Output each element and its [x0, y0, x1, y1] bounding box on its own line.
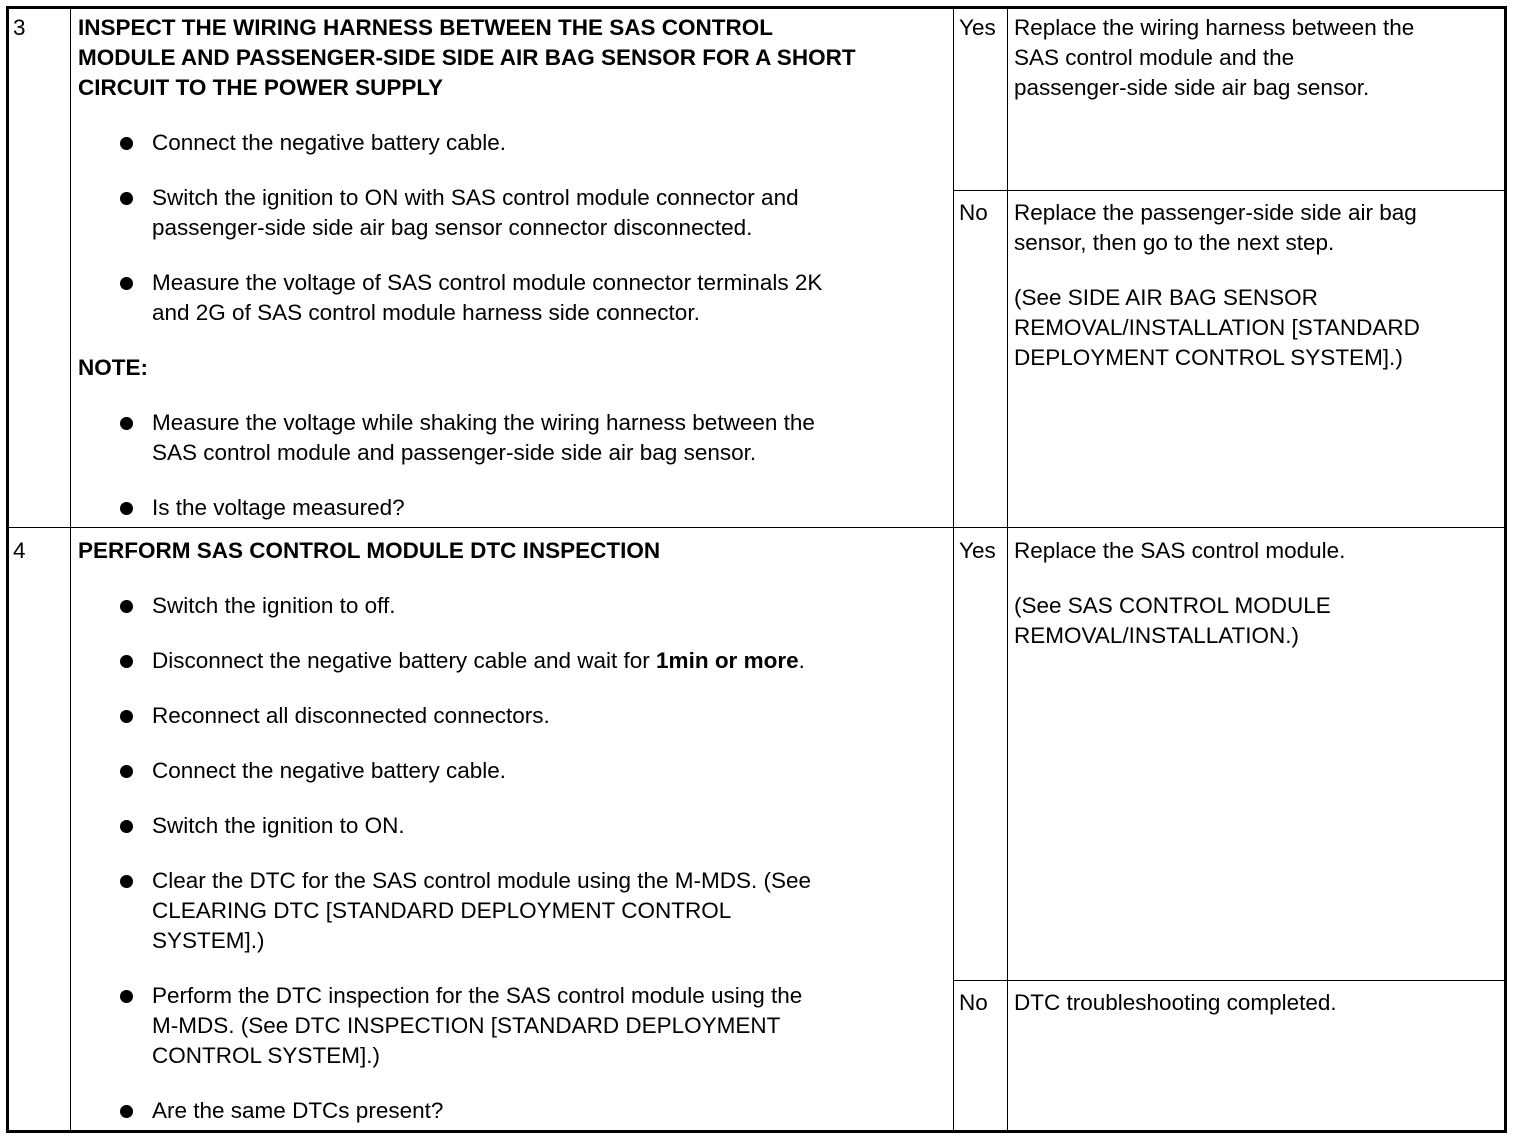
step-title-line: INSPECT THE WIRING HARNESS BETWEEN THE SAS CONTROL	[78, 15, 774, 40]
instruction-line: CLEARING DTC [STANDARD DEPLOYMENT CONTROL	[152, 898, 732, 923]
instruction-line: Connect the negative battery cable.	[152, 758, 506, 783]
no-label: No	[959, 990, 988, 1015]
instruction-line: Switch the ignition to off.	[152, 593, 396, 618]
instruction-line: passenger-side side air bag sensor connector disconnected.	[152, 215, 753, 240]
instruction-line: SYSTEM].)	[152, 928, 265, 953]
instruction-line: and 2G of SAS control module harness side connector.	[152, 300, 700, 325]
instruction-line: Measure the voltage of SAS control module connector terminals 2K	[152, 270, 823, 295]
instruction-line: Connect the negative battery cable.	[152, 130, 506, 155]
row-divider	[9, 527, 1504, 528]
col-divider-step	[70, 9, 71, 1130]
yes-label: Yes	[959, 15, 996, 40]
yes-no-divider-row3	[953, 190, 1504, 191]
bullet-icon	[120, 820, 133, 833]
wait-time-emphasis: 1min or more	[656, 648, 799, 673]
instruction-line: CONTROL SYSTEM].)	[152, 1043, 380, 1068]
bullet-icon	[120, 277, 133, 290]
instruction-line: M-MDS. (See DTC INSPECTION [STANDARD DEPLOYMENT	[152, 1013, 781, 1038]
step-title-line: MODULE AND PASSENGER-SIDE SIDE AIR BAG SENSOR FOR A SHORT	[78, 45, 856, 70]
result-line: Replace the SAS control module.	[1014, 538, 1346, 563]
result-line: sensor, then go to the next step.	[1014, 230, 1335, 255]
instruction-line: Reconnect all disconnected connectors.	[152, 703, 550, 728]
bullet-icon	[120, 137, 133, 150]
troubleshooting-table	[6, 6, 1507, 1133]
instruction-line: Switch the ignition to ON with SAS control module connector and	[152, 185, 799, 210]
instruction-line: Are the same DTCs present?	[152, 1098, 444, 1123]
instruction-line	[152, 646, 805, 676]
reference-line: DEPLOYMENT CONTROL SYSTEM].)	[1014, 345, 1403, 370]
note-label: NOTE:	[78, 355, 148, 380]
bullet-icon	[120, 1105, 133, 1118]
col-divider-result	[1007, 9, 1008, 1130]
yes-no-divider-row4	[953, 980, 1504, 981]
reference-line: (See SIDE AIR BAG SENSOR	[1014, 285, 1318, 310]
result-line: SAS control module and the	[1014, 45, 1295, 70]
step-title-line: PERFORM SAS CONTROL MODULE DTC INSPECTION	[78, 538, 661, 563]
step-number: 4	[13, 538, 26, 563]
instruction-text: Disconnect the negative battery cable and wait for	[152, 648, 657, 673]
bullet-icon	[120, 765, 133, 778]
instruction-tail: .	[798, 648, 805, 673]
instruction-line: Is the voltage measured?	[152, 495, 405, 520]
reference-line: REMOVAL/INSTALLATION [STANDARD	[1014, 315, 1420, 340]
result-line: Replace the wiring harness between the	[1014, 15, 1415, 40]
bullet-icon	[120, 417, 133, 430]
instruction-line: Switch the ignition to ON.	[152, 813, 405, 838]
bullet-icon	[120, 655, 133, 668]
reference-line: (See SAS CONTROL MODULE	[1014, 593, 1331, 618]
step-number: 3	[13, 15, 26, 40]
no-label: No	[959, 200, 988, 225]
instruction-line: Perform the DTC inspection for the SAS control module using the	[152, 983, 803, 1008]
bullet-icon	[120, 502, 133, 515]
col-divider-action	[953, 9, 954, 1130]
instruction-line: SAS control module and passenger-side side air bag sensor.	[152, 440, 757, 465]
yes-label: Yes	[959, 538, 996, 563]
step-title-line: CIRCUIT TO THE POWER SUPPLY	[78, 75, 444, 100]
instruction-line: Measure the voltage while shaking the wiring harness between the	[152, 410, 815, 435]
bullet-icon	[120, 600, 133, 613]
bullet-icon	[120, 192, 133, 205]
bullet-icon	[120, 990, 133, 1003]
result-line: Replace the passenger-side side air bag	[1014, 200, 1417, 225]
bullet-icon	[120, 710, 133, 723]
result-line: DTC troubleshooting completed.	[1014, 990, 1337, 1015]
reference-line: REMOVAL/INSTALLATION.)	[1014, 623, 1300, 648]
result-line: passenger-side side air bag sensor.	[1014, 75, 1370, 100]
instruction-line: Clear the DTC for the SAS control module using the M-MDS. (See	[152, 868, 812, 893]
bullet-icon	[120, 875, 133, 888]
